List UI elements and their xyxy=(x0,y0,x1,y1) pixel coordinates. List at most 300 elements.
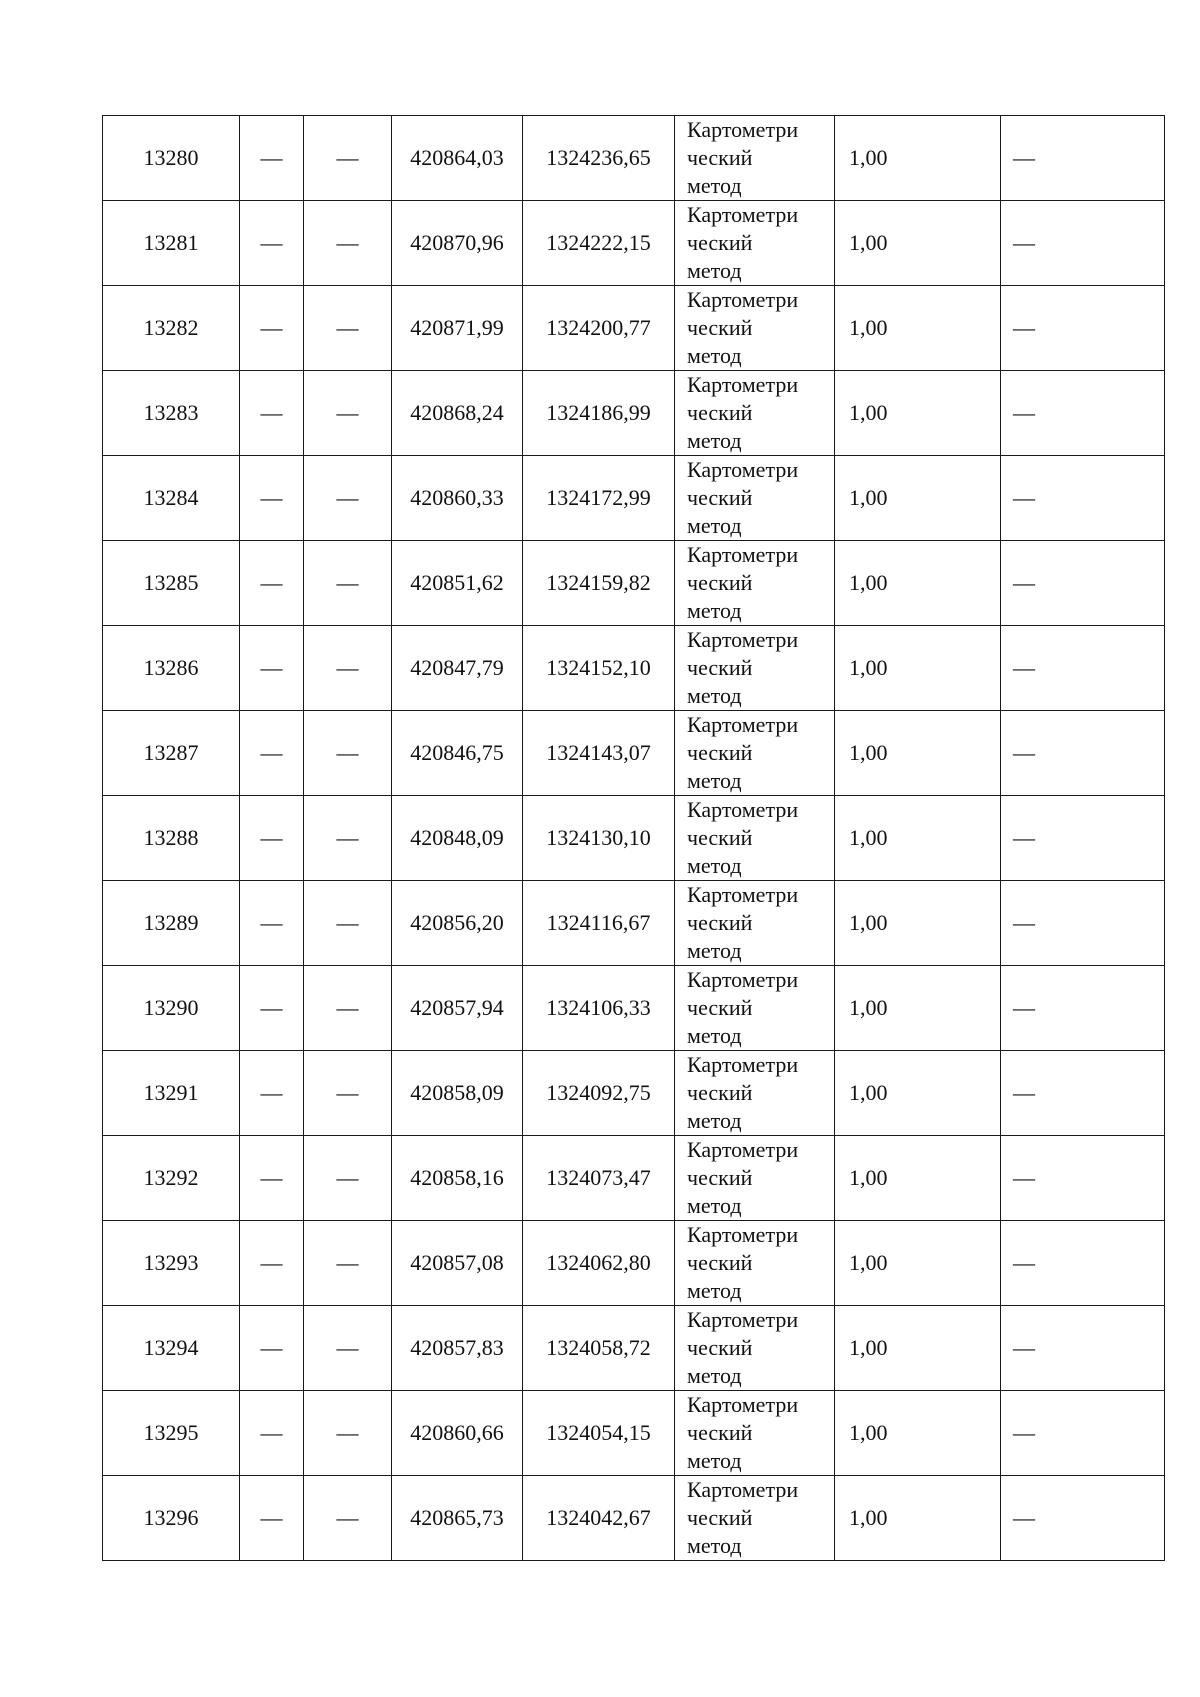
y-coordinate-cell xyxy=(523,626,675,711)
empty-cell xyxy=(1001,541,1165,626)
dash: — xyxy=(1013,1250,1035,1275)
accuracy-cell xyxy=(835,456,1001,541)
empty-cell xyxy=(1001,1051,1165,1136)
empty-cell xyxy=(240,286,304,371)
empty-cell xyxy=(304,881,392,966)
method-line: Картометри xyxy=(687,117,799,142)
y-coordinate: 1324042,67 xyxy=(546,1505,651,1530)
empty-cell xyxy=(1001,1306,1165,1391)
method-line: метод xyxy=(687,1448,742,1473)
y-coordinate-cell xyxy=(523,1391,675,1476)
dash: — xyxy=(1013,315,1035,340)
method-line: метод xyxy=(687,258,742,283)
method-line: метод xyxy=(687,1108,742,1133)
x-coordinate: 420871,99 xyxy=(410,315,504,340)
empty-cell xyxy=(240,626,304,711)
dash: — xyxy=(1013,145,1035,170)
x-coordinate: 420868,24 xyxy=(410,400,504,425)
table-row xyxy=(103,541,1165,626)
dash: — xyxy=(336,230,359,255)
empty-cell xyxy=(240,541,304,626)
dash: — xyxy=(1013,740,1035,765)
method-line: ческий xyxy=(687,315,753,340)
point-number-cell xyxy=(103,711,240,796)
accuracy-value: 1,00 xyxy=(849,1250,888,1275)
dash: — xyxy=(260,485,283,510)
point-number-cell xyxy=(103,1136,240,1221)
point-number-cell xyxy=(103,201,240,286)
method-line: ческий xyxy=(687,230,753,255)
accuracy-value: 1,00 xyxy=(849,825,888,850)
dash: — xyxy=(336,1335,359,1360)
dash: — xyxy=(1013,400,1035,425)
method-line: ческий xyxy=(687,1420,753,1445)
method-line: ческий xyxy=(687,740,753,765)
dash: — xyxy=(1013,230,1035,255)
empty-cell xyxy=(304,1476,392,1561)
x-coordinate: 420848,09 xyxy=(410,825,504,850)
empty-cell xyxy=(304,1051,392,1136)
method-cell xyxy=(675,201,835,286)
method-line: ческий xyxy=(687,400,753,425)
method-line: метод xyxy=(687,683,742,708)
dash: — xyxy=(1013,1165,1035,1190)
method-cell xyxy=(675,1051,835,1136)
dash: — xyxy=(260,230,283,255)
dash: — xyxy=(1013,910,1035,935)
point-number-cell xyxy=(103,1221,240,1306)
empty-cell xyxy=(304,541,392,626)
method-line: Картометри xyxy=(687,1477,799,1502)
dash: — xyxy=(260,1080,283,1105)
table-row xyxy=(103,626,1165,711)
accuracy-value: 1,00 xyxy=(849,995,888,1020)
empty-cell xyxy=(1001,711,1165,796)
x-coordinate-cell xyxy=(392,116,523,201)
table-row xyxy=(103,201,1165,286)
dash: — xyxy=(260,825,283,850)
accuracy-cell xyxy=(835,711,1001,796)
accuracy-value: 1,00 xyxy=(849,145,888,170)
empty-cell xyxy=(304,371,392,456)
y-coordinate-cell xyxy=(523,1221,675,1306)
method-cell xyxy=(675,1476,835,1561)
dash: — xyxy=(336,910,359,935)
table-body xyxy=(103,116,1165,1561)
method-line: метод xyxy=(687,343,742,368)
point-number-cell xyxy=(103,1391,240,1476)
method-line: ческий xyxy=(687,825,753,850)
dash: — xyxy=(260,740,283,765)
x-coordinate-cell xyxy=(392,1221,523,1306)
empty-cell xyxy=(1001,1221,1165,1306)
empty-cell xyxy=(240,796,304,881)
method-line: Картометри xyxy=(687,797,799,822)
y-coordinate-cell xyxy=(523,371,675,456)
table-row xyxy=(103,1221,1165,1306)
method-line: метод xyxy=(687,1193,742,1218)
empty-cell xyxy=(304,1136,392,1221)
method-line: Картометри xyxy=(687,287,799,312)
table-row xyxy=(103,1136,1165,1221)
empty-cell xyxy=(304,1221,392,1306)
accuracy-cell xyxy=(835,966,1001,1051)
dash: — xyxy=(1013,1505,1035,1530)
dash: — xyxy=(336,1505,359,1530)
x-coordinate: 420858,16 xyxy=(410,1165,504,1190)
method-cell xyxy=(675,116,835,201)
x-coordinate: 420858,09 xyxy=(410,1080,504,1105)
empty-cell xyxy=(240,1391,304,1476)
method-line: ческий xyxy=(687,1165,753,1190)
empty-cell xyxy=(1001,881,1165,966)
table-row xyxy=(103,116,1165,201)
y-coordinate-cell xyxy=(523,286,675,371)
x-coordinate: 420857,08 xyxy=(410,1250,504,1275)
method-cell xyxy=(675,1391,835,1476)
y-coordinate-cell xyxy=(523,1051,675,1136)
dash: — xyxy=(260,655,283,680)
method-line: ческий xyxy=(687,145,753,170)
method-cell xyxy=(675,541,835,626)
empty-cell xyxy=(304,711,392,796)
y-coordinate: 1324130,10 xyxy=(546,825,651,850)
x-coordinate-cell xyxy=(392,286,523,371)
empty-cell xyxy=(240,371,304,456)
dash: — xyxy=(1013,655,1035,680)
accuracy-value: 1,00 xyxy=(849,1080,888,1105)
point-number: 13283 xyxy=(143,400,199,425)
dash: — xyxy=(336,655,359,680)
x-coordinate: 420851,62 xyxy=(410,570,504,595)
accuracy-value: 1,00 xyxy=(849,1335,888,1360)
dash: — xyxy=(260,400,283,425)
method-line: метод xyxy=(687,428,742,453)
table-row xyxy=(103,371,1165,456)
method-cell xyxy=(675,1221,835,1306)
method-line: Картометри xyxy=(687,1137,799,1162)
accuracy-cell xyxy=(835,881,1001,966)
method-line: Картометри xyxy=(687,712,799,737)
empty-cell xyxy=(304,1306,392,1391)
empty-cell xyxy=(1001,201,1165,286)
point-number-cell xyxy=(103,371,240,456)
method-cell xyxy=(675,881,835,966)
x-coordinate: 420856,20 xyxy=(410,910,504,935)
y-coordinate: 1324092,75 xyxy=(546,1080,651,1105)
y-coordinate: 1324159,82 xyxy=(546,570,651,595)
method-line: Картометри xyxy=(687,967,799,992)
empty-cell xyxy=(240,201,304,286)
empty-cell xyxy=(304,456,392,541)
y-coordinate-cell xyxy=(523,1476,675,1561)
method-line: Картометри xyxy=(687,457,799,482)
method-cell xyxy=(675,456,835,541)
point-number: 13284 xyxy=(143,485,199,510)
y-coordinate-cell xyxy=(523,116,675,201)
point-number: 13291 xyxy=(143,1080,199,1105)
empty-cell xyxy=(1001,1391,1165,1476)
y-coordinate: 1324106,33 xyxy=(546,995,651,1020)
method-cell xyxy=(675,1136,835,1221)
empty-cell xyxy=(304,201,392,286)
point-number-cell xyxy=(103,1476,240,1561)
dash: — xyxy=(336,1250,359,1275)
accuracy-cell xyxy=(835,286,1001,371)
x-coordinate-cell xyxy=(392,201,523,286)
empty-cell xyxy=(304,1391,392,1476)
dash: — xyxy=(1013,1420,1035,1445)
accuracy-value: 1,00 xyxy=(849,655,888,680)
dash: — xyxy=(1013,1080,1035,1105)
method-line: ческий xyxy=(687,910,753,935)
point-number-cell xyxy=(103,796,240,881)
x-coordinate: 420864,03 xyxy=(410,145,504,170)
dash: — xyxy=(1013,825,1035,850)
y-coordinate: 1324222,15 xyxy=(546,230,651,255)
method-line: Картометри xyxy=(687,1222,799,1247)
method-line: метод xyxy=(687,1278,742,1303)
accuracy-cell xyxy=(835,1051,1001,1136)
dash: — xyxy=(260,315,283,340)
y-coordinate-cell xyxy=(523,201,675,286)
point-number-cell xyxy=(103,966,240,1051)
method-line: ческий xyxy=(687,1250,753,1275)
method-line: ческий xyxy=(687,570,753,595)
x-coordinate-cell xyxy=(392,881,523,966)
dash: — xyxy=(260,1505,283,1530)
method-line: ческий xyxy=(687,655,753,680)
dash: — xyxy=(336,825,359,850)
method-line: ческий xyxy=(687,1505,753,1530)
dash: — xyxy=(1013,1335,1035,1360)
empty-cell xyxy=(1001,116,1165,201)
table-row xyxy=(103,286,1165,371)
dash: — xyxy=(336,145,359,170)
accuracy-cell xyxy=(835,541,1001,626)
accuracy-cell xyxy=(835,626,1001,711)
empty-cell xyxy=(240,1136,304,1221)
method-cell xyxy=(675,796,835,881)
x-coordinate-cell xyxy=(392,456,523,541)
table-row xyxy=(103,881,1165,966)
accuracy-cell xyxy=(835,201,1001,286)
empty-cell xyxy=(1001,1136,1165,1221)
empty-cell xyxy=(240,1051,304,1136)
point-number: 13282 xyxy=(143,315,199,340)
method-cell xyxy=(675,966,835,1051)
accuracy-value: 1,00 xyxy=(849,1420,888,1445)
dash: — xyxy=(336,570,359,595)
dash: — xyxy=(336,740,359,765)
accuracy-cell xyxy=(835,1136,1001,1221)
x-coordinate: 420860,33 xyxy=(410,485,504,510)
dash: — xyxy=(260,1250,283,1275)
x-coordinate-cell xyxy=(392,626,523,711)
table-row xyxy=(103,1051,1165,1136)
method-line: метод xyxy=(687,768,742,793)
empty-cell xyxy=(304,796,392,881)
y-coordinate-cell xyxy=(523,711,675,796)
table-row xyxy=(103,1306,1165,1391)
empty-cell xyxy=(1001,796,1165,881)
accuracy-value: 1,00 xyxy=(849,230,888,255)
method-line: Картометри xyxy=(687,202,799,227)
x-coordinate-cell xyxy=(392,796,523,881)
dash: — xyxy=(336,995,359,1020)
method-line: Картометри xyxy=(687,1392,799,1417)
method-cell xyxy=(675,626,835,711)
empty-cell xyxy=(240,1476,304,1561)
method-line: метод xyxy=(687,173,742,198)
x-coordinate: 420846,75 xyxy=(410,740,504,765)
x-coordinate: 420857,83 xyxy=(410,1335,504,1360)
accuracy-value: 1,00 xyxy=(849,315,888,340)
method-line: метод xyxy=(687,853,742,878)
point-number: 13280 xyxy=(143,145,199,170)
y-coordinate: 1324054,15 xyxy=(546,1420,651,1445)
empty-cell xyxy=(304,116,392,201)
dash: — xyxy=(336,1420,359,1445)
method-cell xyxy=(675,286,835,371)
table-row xyxy=(103,796,1165,881)
dash: — xyxy=(260,1335,283,1360)
accuracy-value: 1,00 xyxy=(849,570,888,595)
point-number: 13290 xyxy=(143,995,199,1020)
empty-cell xyxy=(240,456,304,541)
method-line: Картометри xyxy=(687,1307,799,1332)
y-coordinate: 1324073,47 xyxy=(546,1165,651,1190)
point-number-cell xyxy=(103,881,240,966)
method-line: метод xyxy=(687,938,742,963)
method-line: метод xyxy=(687,598,742,623)
method-cell xyxy=(675,1306,835,1391)
y-coordinate: 1324172,99 xyxy=(546,485,651,510)
y-coordinate-cell xyxy=(523,796,675,881)
dash: — xyxy=(336,400,359,425)
empty-cell xyxy=(240,1306,304,1391)
y-coordinate-cell xyxy=(523,541,675,626)
point-number-cell xyxy=(103,626,240,711)
x-coordinate: 420860,66 xyxy=(410,1420,504,1445)
y-coordinate: 1324200,77 xyxy=(546,315,651,340)
empty-cell xyxy=(304,286,392,371)
x-coordinate-cell xyxy=(392,1306,523,1391)
x-coordinate-cell xyxy=(392,1391,523,1476)
accuracy-value: 1,00 xyxy=(849,1505,888,1530)
method-line: ческий xyxy=(687,485,753,510)
method-line: Картометри xyxy=(687,542,799,567)
point-number-cell xyxy=(103,1051,240,1136)
accuracy-cell xyxy=(835,1476,1001,1561)
dash: — xyxy=(336,1165,359,1190)
empty-cell xyxy=(240,1221,304,1306)
accuracy-cell xyxy=(835,1391,1001,1476)
empty-cell xyxy=(1001,371,1165,456)
empty-cell xyxy=(1001,456,1165,541)
x-coordinate-cell xyxy=(392,1476,523,1561)
dash: — xyxy=(260,1165,283,1190)
y-coordinate-cell xyxy=(523,456,675,541)
y-coordinate: 1324186,99 xyxy=(546,400,651,425)
accuracy-value: 1,00 xyxy=(849,485,888,510)
accuracy-cell xyxy=(835,1221,1001,1306)
y-coordinate-cell xyxy=(523,1136,675,1221)
method-line: Картометри xyxy=(687,882,799,907)
empty-cell xyxy=(240,116,304,201)
method-line: ческий xyxy=(687,1335,753,1360)
y-coordinate-cell xyxy=(523,1306,675,1391)
x-coordinate-cell xyxy=(392,541,523,626)
table-row xyxy=(103,456,1165,541)
empty-cell xyxy=(304,966,392,1051)
y-coordinate: 1324152,10 xyxy=(546,655,651,680)
point-number: 13293 xyxy=(143,1250,199,1275)
x-coordinate-cell xyxy=(392,1051,523,1136)
x-coordinate-cell xyxy=(392,371,523,456)
point-number-cell xyxy=(103,541,240,626)
point-number: 13292 xyxy=(143,1165,199,1190)
dash: — xyxy=(260,995,283,1020)
method-line: ческий xyxy=(687,995,753,1020)
x-coordinate-cell xyxy=(392,711,523,796)
point-number-cell xyxy=(103,1306,240,1391)
point-number: 13288 xyxy=(143,825,199,850)
y-coordinate: 1324062,80 xyxy=(546,1250,651,1275)
accuracy-value: 1,00 xyxy=(849,1165,888,1190)
method-cell xyxy=(675,371,835,456)
dash: — xyxy=(260,910,283,935)
y-coordinate: 1324116,67 xyxy=(546,910,651,935)
accuracy-cell xyxy=(835,1306,1001,1391)
x-coordinate: 420870,96 xyxy=(410,230,504,255)
empty-cell xyxy=(1001,966,1165,1051)
x-coordinate: 420865,73 xyxy=(410,1505,504,1530)
dash: — xyxy=(260,1420,283,1445)
empty-cell xyxy=(240,881,304,966)
accuracy-value: 1,00 xyxy=(849,740,888,765)
accuracy-cell xyxy=(835,116,1001,201)
dash: — xyxy=(260,145,283,170)
empty-cell xyxy=(240,711,304,796)
point-number: 13287 xyxy=(143,740,199,765)
point-number: 13281 xyxy=(143,230,199,255)
y-coordinate: 1324058,72 xyxy=(546,1335,651,1360)
empty-cell xyxy=(240,966,304,1051)
x-coordinate: 420857,94 xyxy=(410,995,504,1020)
empty-cell xyxy=(1001,1476,1165,1561)
method-line: метод xyxy=(687,513,742,538)
dash: — xyxy=(336,485,359,510)
empty-cell xyxy=(304,626,392,711)
accuracy-cell xyxy=(835,796,1001,881)
point-number-cell xyxy=(103,456,240,541)
dash: — xyxy=(1013,570,1035,595)
table-row xyxy=(103,711,1165,796)
point-number: 13285 xyxy=(143,570,199,595)
accuracy-cell xyxy=(835,371,1001,456)
dash: — xyxy=(1013,995,1035,1020)
method-line: метод xyxy=(687,1023,742,1048)
empty-cell xyxy=(1001,286,1165,371)
method-line: ческий xyxy=(687,1080,753,1105)
y-coordinate-cell xyxy=(523,966,675,1051)
dash: — xyxy=(1013,485,1035,510)
method-line: Картометри xyxy=(687,1052,799,1077)
accuracy-value: 1,00 xyxy=(849,400,888,425)
point-number: 13296 xyxy=(143,1505,199,1530)
coordinates-table xyxy=(102,115,1165,1561)
